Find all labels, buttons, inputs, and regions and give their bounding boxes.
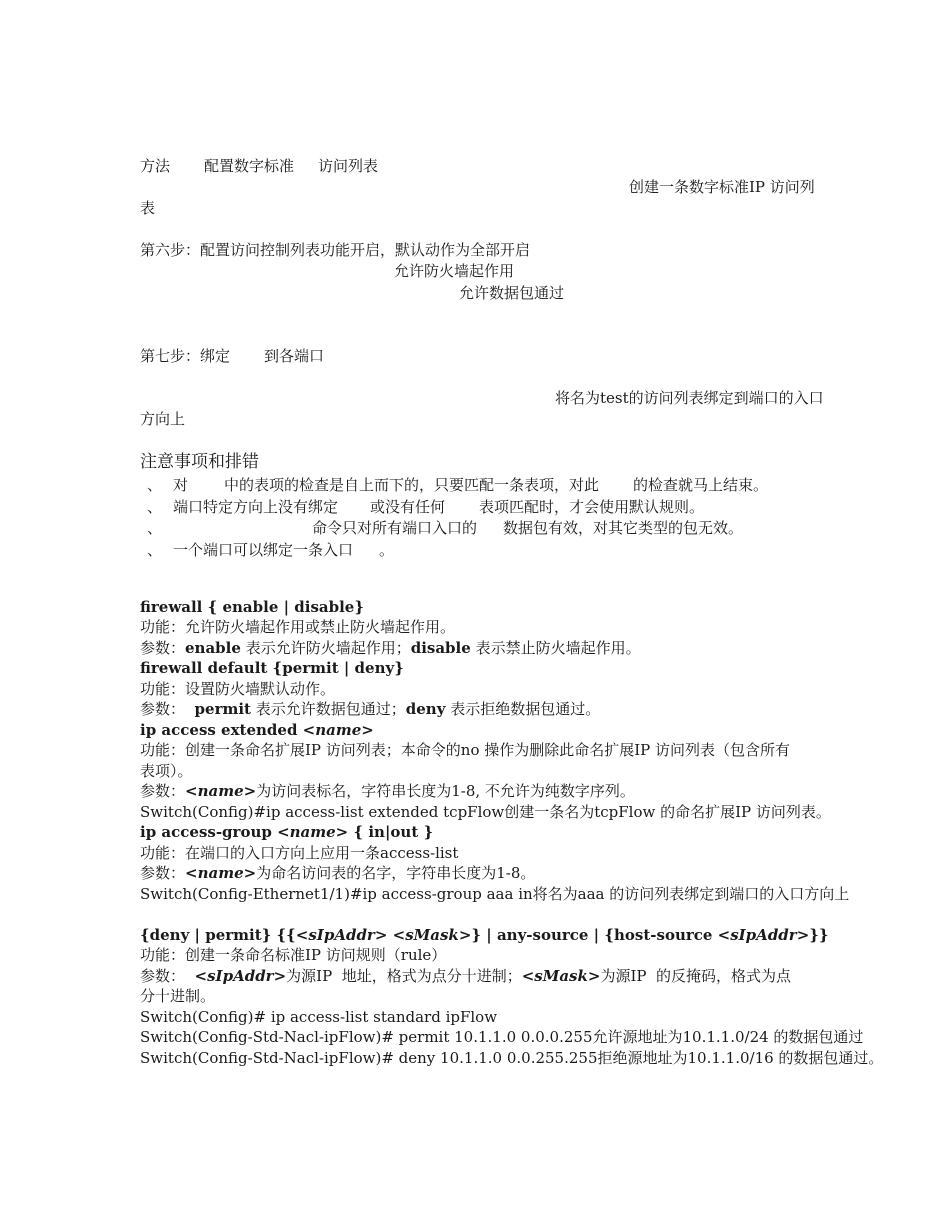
notes-item: 、 一个端口可以绑定一条入口 。 [147, 541, 395, 559]
cmd-ext-func: 功能：创建一条命名扩展IP 访问列表；本命令的no 操作为删除此命名扩展IP 访问列表（包含所有 [140, 741, 791, 759]
step7-title-a: 第七步：绑定 [140, 347, 231, 365]
notes-item-mark: 、 [147, 541, 163, 559]
create-numeric-acl-desc-cont: 表 [140, 199, 156, 217]
cmd-ip-access-extended: ip access extended <name> [140, 721, 374, 739]
step6-firewall-enable-desc: 允许防火墙起作用 [394, 262, 515, 280]
cmd-ext-example: Switch(Config)#ip access-list extended tcpFlow创建一条名为tcpFlow 的命名扩展IP 访问列表。 [140, 803, 831, 821]
cmd-rule-example-3: Switch(Config-Std-Nacl-ipFlow)# deny 10.1.1.0 0.0.255.255拒绝源地址为10.1.1.0/16 的数据包通过。 [140, 1049, 884, 1067]
cmd-rule-example-2: Switch(Config-Std-Nacl-ipFlow)# permit 10.1.1.0 0.0.0.255允许源地址为10.1.1.0/24 的数据包通过 [140, 1028, 864, 1046]
notes-item-mark: 、 [147, 498, 163, 516]
cmd-group-param: 参数：<name>为命名访问表的名字，字符串长度为1-8。 [140, 864, 536, 882]
cmd-firewall-param: 参数：enable 表示允许防火墙起作用；disable 表示禁止防火墙起作用。 [140, 639, 641, 657]
method-label: 方法 [140, 157, 171, 175]
step7-title [140, 346, 324, 366]
cmd-firewall-default: firewall default {permit | deny} [140, 659, 404, 677]
cmd-rule-param: 参数： <sIpAddr>为源IP 地址，格式为点分十进制；<sMask>为源IP 的反掩码，格式为点 [140, 967, 792, 985]
notes-item: 、 端口特定方向上没有绑定 或没有任何 表项匹配时，才会使用默认规则。 [147, 498, 705, 516]
cmd-group-example: Switch(Config-Ethernet1/1)#ip access-group aaa in将名为aaa 的访问列表绑定到端口的入口方向上 [140, 885, 850, 903]
notes-item: 、 命令只对所有端口入口的 数据包有效，对其它类型的包无效。 [147, 519, 744, 537]
notes-item: 、 对 中的表项的检查是自上而下的，只要匹配一条表项，对此 的检查就马上结束。 [147, 476, 769, 494]
cmd-rule-func: 功能：创建一条命名标准IP 访问规则（rule） [140, 946, 447, 964]
cmd-deny-permit-rule: {deny | permit} {{<sIpAddr> <sMask>} | any-source | {host-source <sIpAddr>}} [140, 926, 829, 944]
method-config-numeric: 配置数字标准 [204, 157, 295, 175]
cmd-ext-func-cont: 表项）。 [140, 762, 193, 780]
create-numeric-acl-desc: 创建一条数字标准IP 访问列 [629, 178, 815, 196]
method-heading [140, 156, 378, 176]
step7-bind-desc-cont: 方向上 [140, 410, 186, 428]
method-access-list: 访问列表 [318, 157, 379, 175]
notes-heading: 注意事项和排错 [140, 452, 259, 472]
notes-item-mark: 、 [147, 519, 163, 537]
cmd-rule-param-cont: 分十进制。 [140, 987, 216, 1005]
cmd-default-func: 功能：设置防火墙默认动作。 [140, 680, 336, 698]
cmd-ext-param: 参数：<name>为访问表标名，字符串长度为1-8, 不允许为纯数字序列。 [140, 782, 635, 800]
step7-bind-desc: 将名为test的访问列表绑定到端口的入口 [555, 389, 824, 407]
cmd-rule-example-1: Switch(Config)# ip access-list standard ipFlow [140, 1008, 498, 1026]
step6-title: 第六步：配置访问控制列表功能开启，默认动作为全部开启 [140, 241, 531, 259]
step6-permit-desc: 允许数据包通过 [459, 284, 565, 302]
cmd-firewall-func: 功能：允许防火墙起作用或禁止防火墙起作用。 [140, 618, 456, 636]
cmd-group-func: 功能：在端口的入口方向上应用一条access-list [140, 844, 459, 862]
cmd-default-param: 参数： permit 表示允许数据包通过；deny 表示拒绝数据包通过。 [140, 700, 601, 718]
cmd-firewall: firewall { enable | disable} [140, 598, 364, 616]
cmd-ip-access-group: ip access-group <name> { in|out } [140, 823, 434, 841]
step7-title-b: 到各端口 [264, 347, 325, 365]
notes-item-mark: 、 [147, 476, 163, 494]
